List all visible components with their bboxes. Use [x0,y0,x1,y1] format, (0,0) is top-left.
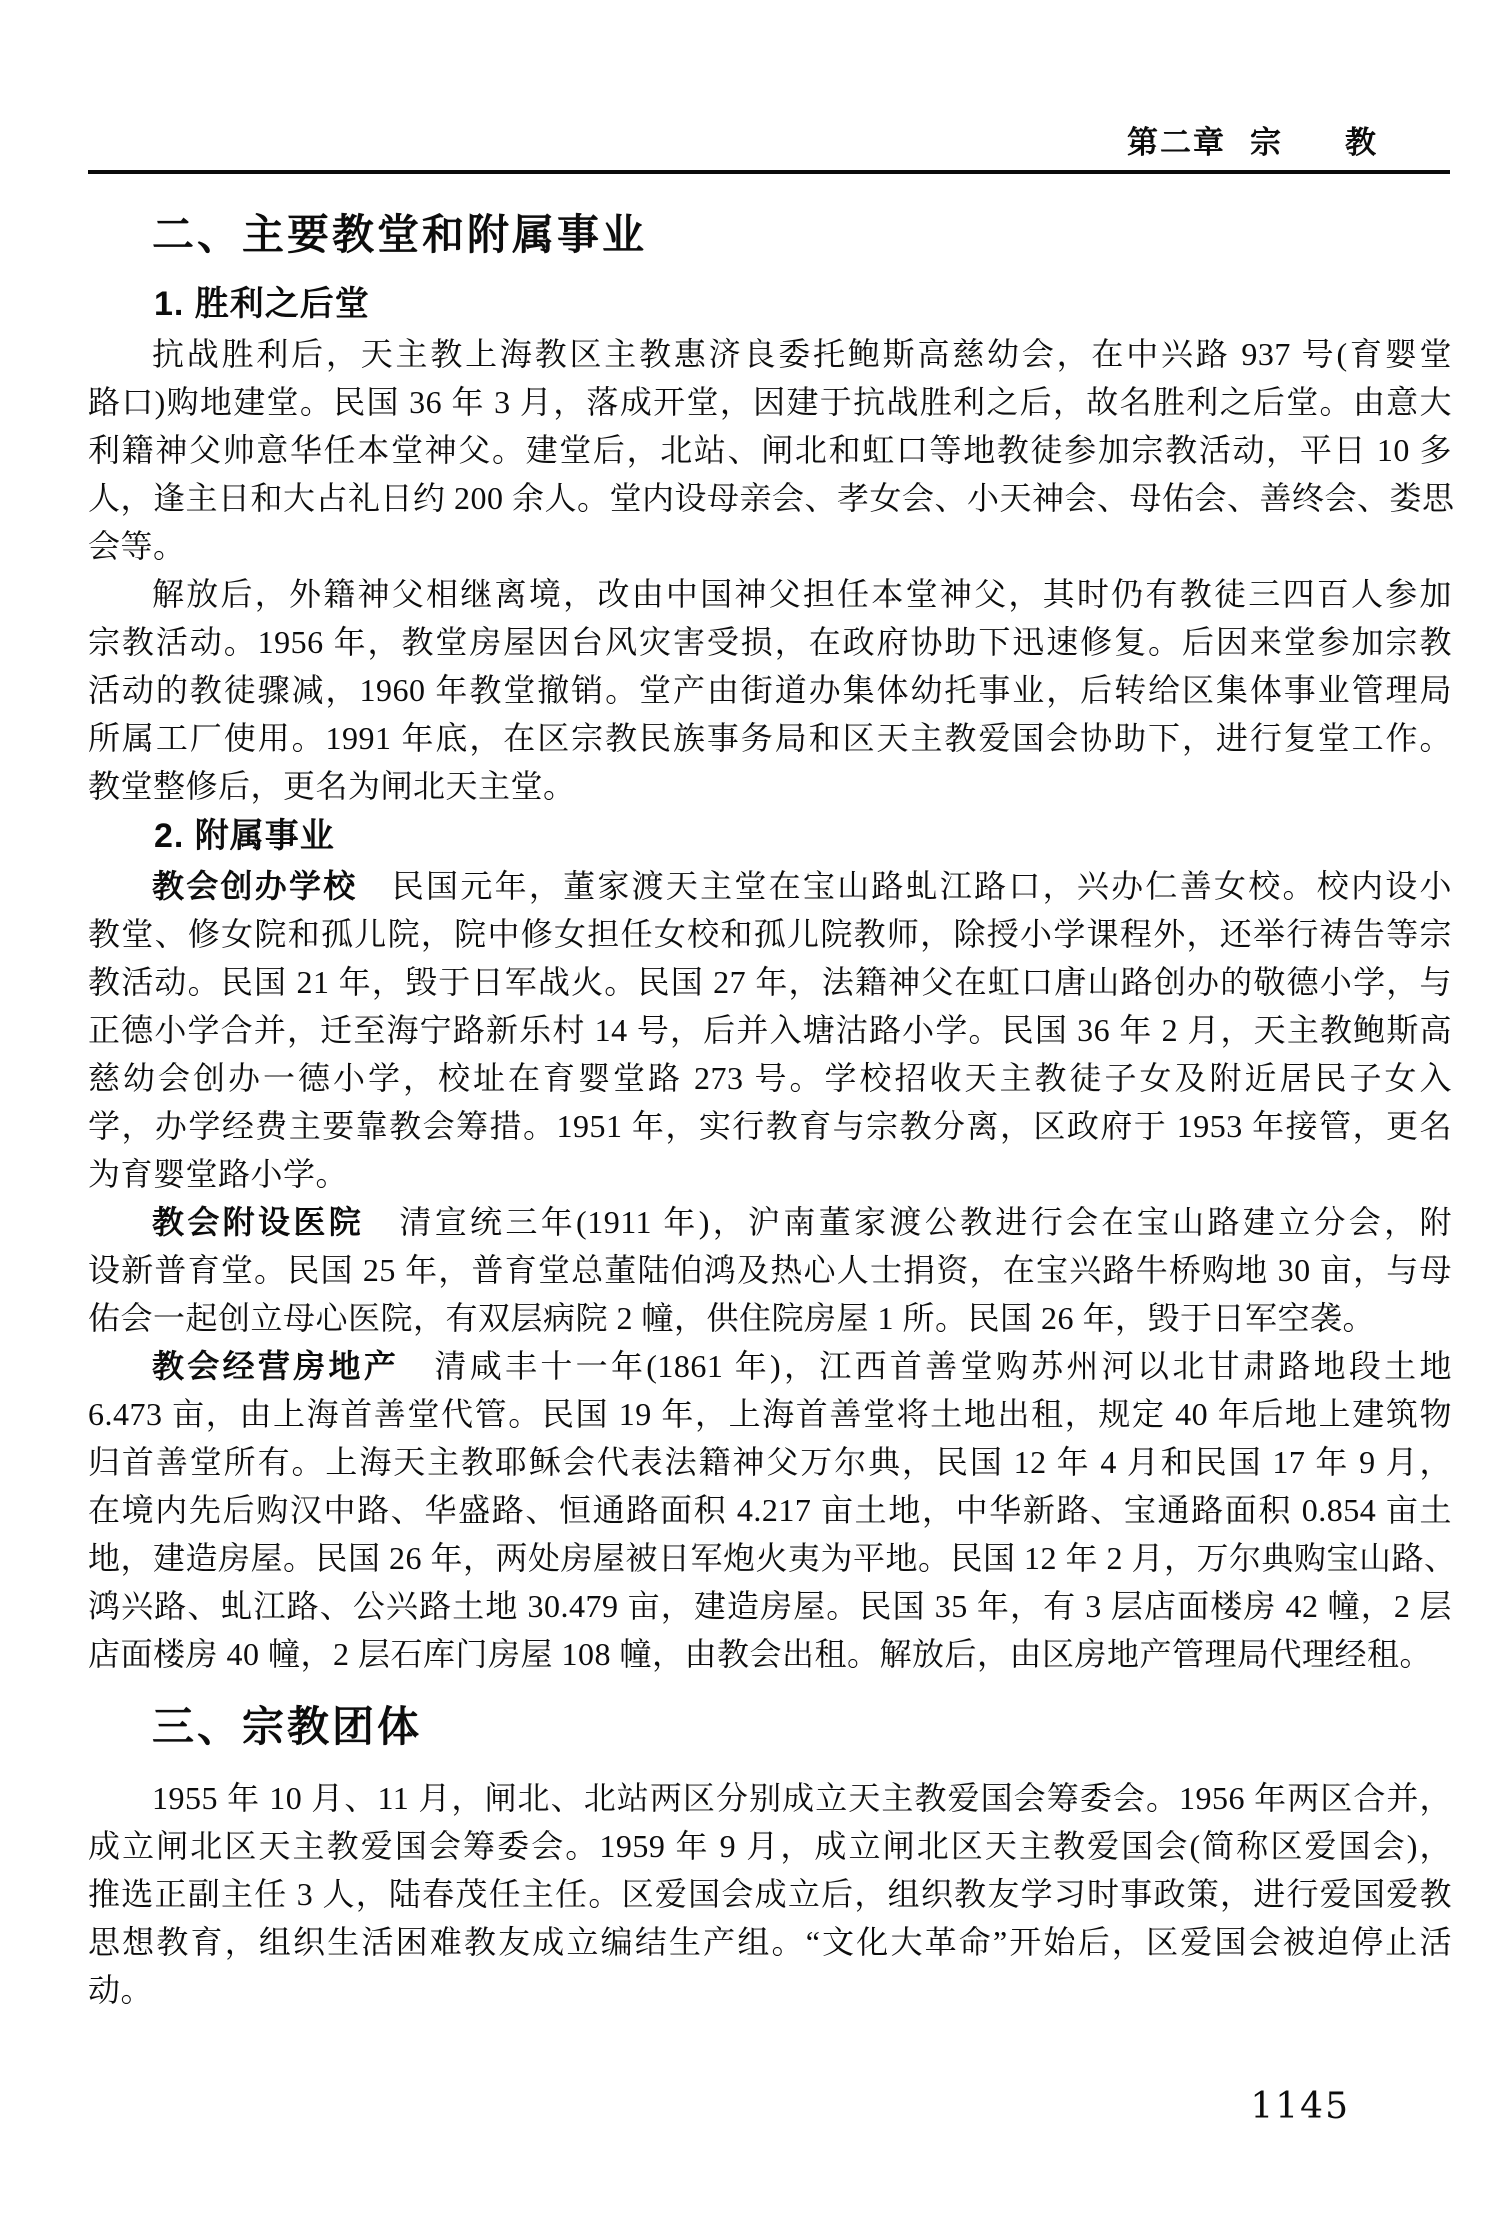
paragraph [88,862,1452,1198]
text-segment: 活动的教徒骤减，1960 年教堂撤销。堂产由街道办集体幼托事业，后转给区集体事业管理局 [88,672,1452,708]
text-line [88,958,1452,1006]
text-line [88,1102,1452,1150]
text-segment: 路口)购地建堂。民国 36 年 3 月，落成开堂，因建于抗战胜利之后，故名胜利之后堂。由意大 [88,384,1452,420]
text-segment: 清宣统三年(1911 年)，沪南董家渡公教进行会在宝山路建立分会，附 [364,1204,1452,1240]
text-segment: 教活动。民国 21 年，毁于日军战火。民国 27 年，法籍神父在虹口唐山路创办的敬德小学，与 [88,964,1452,1000]
text-segment: 6.473 亩，由上海首善堂代管。民国 19 年，上海首善堂将土地出租，规定 40 年后地上建筑物 [88,1396,1452,1432]
section-heading-3: 三、宗教团体 [152,1703,423,1750]
subsection-heading-1: 1. 胜利之后堂 [154,285,370,323]
text-segment: 设新普育堂。民国 25 年，普育堂总董陆伯鸿及热心人士捐资，在宝兴路牛桥购地 30 亩，与母 [88,1252,1452,1288]
text-segment: 清咸丰十一年(1861 年)，江西首善堂购苏州河以北甘肃路地段土地 [399,1348,1452,1384]
text-segment: 正德小学合并，迁至海宁路新乐村 14 号，后并入塘沽路小学。民国 36 年 2 月，天主教鲍斯高 [88,1012,1452,1048]
bold-lead: 教会经营房地产 [152,1348,400,1384]
text-line [88,1198,1452,1246]
bold-lead: 教会创办学校 [152,868,358,904]
subsection-heading-2: 2. 附属事业 [154,817,335,855]
text-segment: 慈幼会创办一德小学，校址在育婴堂路 273 号。学校招收天主教徒子女及附近居民子女入 [88,1060,1452,1096]
text-segment: 会等。 [88,528,186,564]
text-segment: 所属工厂使用。1991 年底，在区宗教民族事务局和区天主教爱国会协助下，进行复堂工作。 [88,720,1452,756]
text-line [88,1006,1452,1054]
text-segment: 为育婴堂路小学。 [88,1156,349,1192]
text-line [88,1870,1452,1918]
paragraph [88,1774,1452,2014]
text-line [88,1534,1457,1582]
text-line [88,762,1452,810]
text-line [88,474,1455,522]
content [0,210,1500,2014]
text-segment: 教堂整修后，更名为闸北天主堂。 [88,768,576,804]
text-line [88,618,1452,666]
text-segment: 在境内先后购汉中路、华盛路、恒通路面积 4.217 亩土地，中华新路、宝通路面积 0.854 亩土 [88,1492,1452,1528]
paragraph [88,1342,1457,1678]
text-segment: 思想教育，组织生活困难教友成立编结生产组。“文化大革命”开始后，区爱国会被迫停止活 [88,1924,1452,1960]
text-line [88,1582,1452,1630]
text-segment: 人，逢主日和大占礼日约 200 余人。堂内设母亲会、孝女会、小天神会、母佑会、善终会、娄思 [88,480,1455,516]
text-segment: 佑会一起创立母心医院，有双层病院 2 幢，供住院房屋 1 所。民国 26 年，毁于日军空袭。 [88,1300,1376,1336]
text-segment: 推选正副主任 3 人，陆春茂任主任。区爱国会成立后，组织教友学习时事政策，进行爱国爱教 [88,1876,1452,1912]
text-segment: 学，办学经费主要靠教会筹措。1951 年，实行教育与宗教分离，区政府于 1953 年接管，更名 [88,1108,1452,1144]
text-line [88,1918,1452,1966]
text-line [88,522,1452,570]
text-segment: 成立闸北区天主教爱国会筹委会。1959 年 9 月，成立闸北区天主教爱国会(简称区爱国会)， [88,1828,1452,1864]
section-heading-2: 二、主要教堂和附属事业 [152,211,648,258]
running-head-subject-1: 宗 [1250,125,1283,160]
text-line [88,1150,1452,1198]
text-line [88,1246,1452,1294]
text-line [88,1630,1452,1678]
text-segment: 归首善堂所有。上海天主教耶稣会代表法籍神父万尔典，民国 12 年 4 月和民国 17 年 9 月， [88,1444,1452,1480]
text-segment: 利籍神父帅意华任本堂神父。建堂后，北站、闸北和虹口等地教徒参加宗教活动，平日 10 多 [88,432,1452,468]
text-line [88,330,1452,378]
text-segment: 解放后，外籍神父相继离境，改由中国神父担任本堂神父，其时仍有教徒三四百人参加 [152,576,1452,612]
text-line [88,378,1452,426]
text-line [88,1054,1452,1102]
text-line [88,1774,1452,1822]
running-head-subject-2: 教 [1345,125,1378,160]
text-segment: 动。 [88,1972,154,2008]
text-segment: 1955 年 10 月、11 月，闸北、北站两区分别成立天主教爱国会筹委会。1956 年两区合并， [152,1780,1452,1816]
text-line [88,1438,1452,1486]
text-line [88,1390,1452,1438]
text-segment: 抗战胜利后，天主教上海教区主教惠济良委托鲍斯高慈幼会，在中兴路 937 号(育婴堂 [152,336,1452,372]
text-line [88,666,1452,714]
text-segment: 鸿兴路、虬江路、公兴路土地 30.479 亩，建造房屋。民国 35 年，有 3 层店面楼房 42 幢，2 层 [88,1588,1452,1624]
text-line [88,1822,1452,1870]
text-line [88,1294,1452,1342]
text-segment: 地，建造房屋。民国 26 年，两处房屋被日军炮火夷为平地。民国 12 年 2 月，万尔典购宝山路、 [88,1540,1457,1576]
text-segment: 教堂、修女院和孤儿院，院中修女担任女校和孤儿院教师，除授小学课程外，还举行祷告等宗 [88,916,1452,952]
text-line [88,1966,1452,2014]
paragraph [88,330,1455,570]
paragraph [88,570,1452,810]
page-number: 1145 [1250,2086,1350,2127]
text-line [88,570,1452,618]
paragraph [88,1198,1452,1342]
running-head-chapter: 第二章 [1127,125,1226,160]
header-rule [88,170,1450,174]
text-line [88,426,1452,474]
text-segment: 宗教活动。1956 年，教堂房屋因台风灾害受损，在政府协助下迅速修复。后因来堂参加宗教 [88,624,1452,660]
text-line [88,862,1452,910]
text-segment: 民国元年，董家渡天主堂在宝山路虬江路口，兴办仁善女校。校内设小 [357,868,1452,904]
running-head [0,0,1500,160]
bold-lead: 教会附设医院 [152,1204,365,1240]
text-segment: 店面楼房 40 幢，2 层石库门房屋 108 幢，由教会出租。解放后，由区房地产管理局代理经租。 [88,1636,1433,1672]
text-line [88,1486,1452,1534]
text-line [88,714,1452,762]
text-line [88,1342,1452,1390]
text-line [88,910,1452,958]
